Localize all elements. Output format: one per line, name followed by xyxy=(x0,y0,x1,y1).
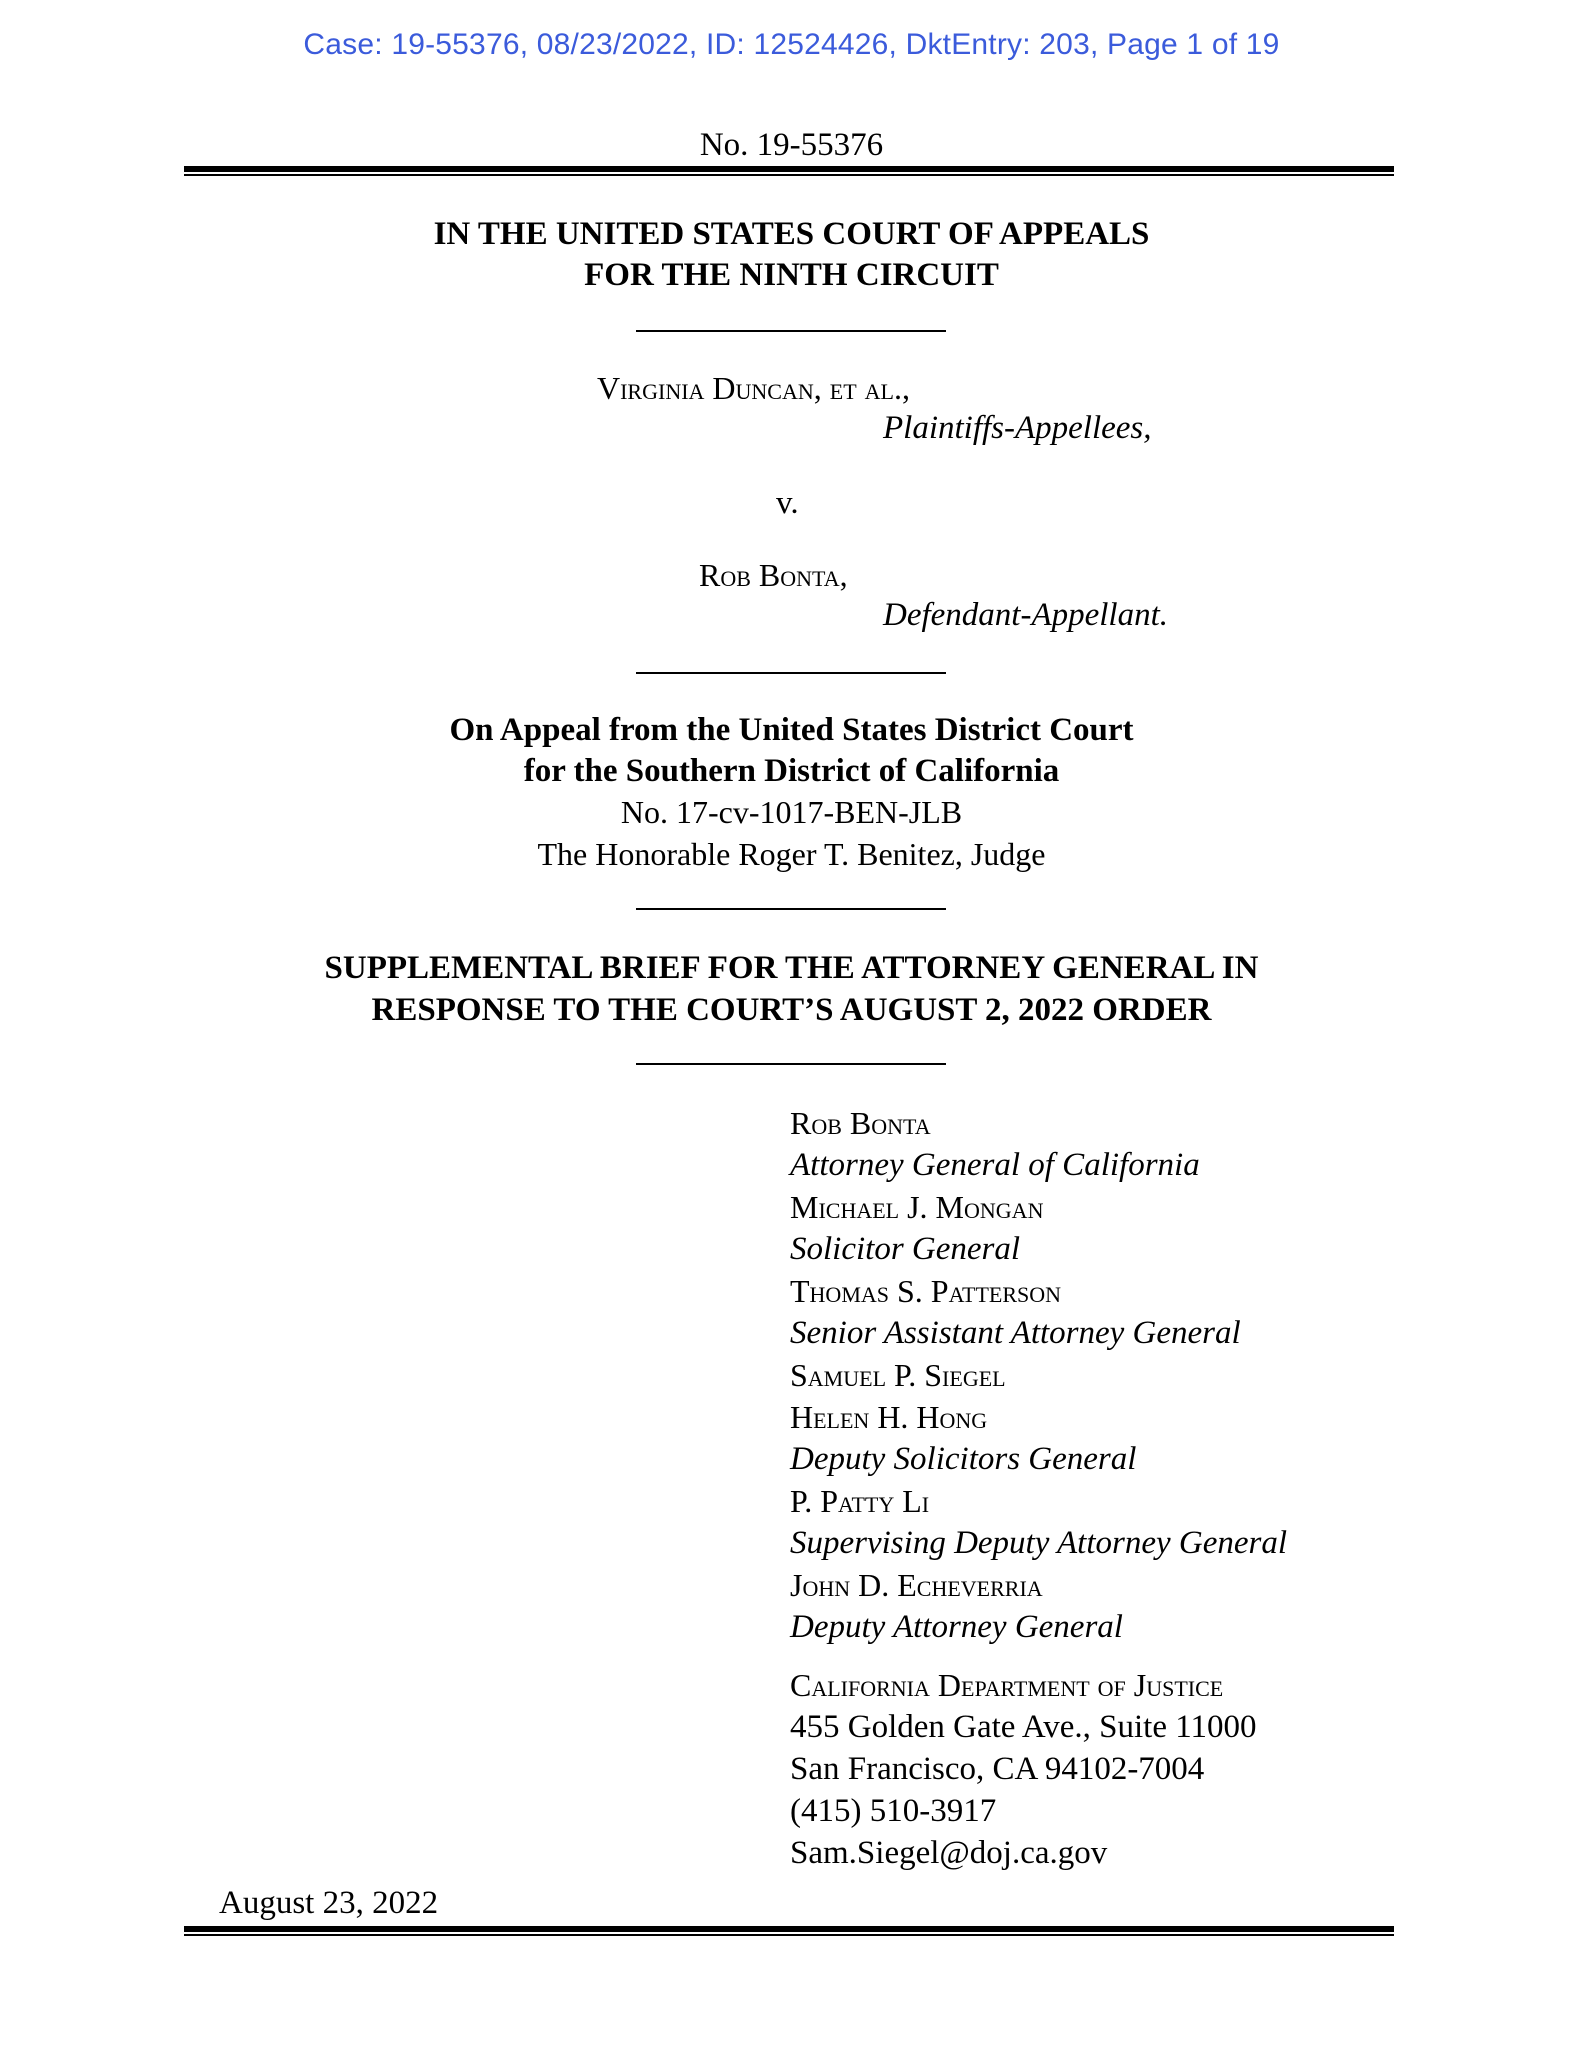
court-name-line-1: IN THE UNITED STATES COURT OF APPEALS xyxy=(433,216,1150,252)
section-divider-1 xyxy=(636,330,946,332)
filing-date: August 23, 2022 xyxy=(219,1885,439,1921)
office-line: (415) 510-3917 xyxy=(790,1793,997,1829)
top-double-rule xyxy=(184,166,1394,176)
counsel-line: Deputy Attorney General xyxy=(790,1609,1123,1645)
counsel-line: Senior Assistant Attorney General xyxy=(790,1315,1241,1351)
counsel-line: Michael J. Mongan xyxy=(790,1189,1044,1225)
counsel-line: P. Patty Li xyxy=(790,1483,930,1519)
office-line: California Department of Justice xyxy=(790,1667,1224,1703)
brief-title-line-2: RESPONSE TO THE COURT’S AUGUST 2, 2022 ORDER xyxy=(371,992,1212,1028)
bottom-double-rule xyxy=(184,1926,1394,1936)
counsel-line: Supervising Deputy Attorney General xyxy=(790,1525,1288,1561)
appeal-line-1: On Appeal from the United States District Court xyxy=(449,712,1134,748)
office-line: Sam.Siegel@doj.ca.gov xyxy=(790,1835,1108,1871)
appeal-line-2: for the Southern District of California xyxy=(523,753,1060,789)
office-line: 455 Golden Gate Ave., Suite 11000 xyxy=(790,1709,1257,1745)
case-header-stamp: Case: 19-55376, 08/23/2022, ID: 12524426, DktEntry: 203, Page 1 of 19 xyxy=(303,28,1280,61)
district-case-number: No. 17-cv-1017-BEN-JLB xyxy=(620,794,963,830)
appellant-name: Rob Bonta, xyxy=(699,557,848,593)
docket-number: No. 19-55376 xyxy=(699,127,884,163)
office-line: San Francisco, CA 94102-7004 xyxy=(790,1751,1205,1787)
counsel-line: Samuel P. Siegel xyxy=(790,1357,1006,1393)
counsel-block xyxy=(790,1102,1287,1648)
counsel-line: Attorney General of California xyxy=(790,1147,1200,1183)
section-divider-3 xyxy=(636,908,946,910)
counsel-line: Deputy Solicitors General xyxy=(790,1441,1137,1477)
appellees-name: Virginia Duncan, et al., xyxy=(597,370,910,406)
appellees-role: Plaintiffs-Appellees, xyxy=(883,410,1152,446)
counsel-line: Rob Bonta xyxy=(790,1105,931,1141)
counsel-line: Thomas S. Patterson xyxy=(790,1273,1062,1309)
district-judge: The Honorable Roger T. Benitez, Judge xyxy=(537,836,1046,872)
counsel-line: Solicitor General xyxy=(790,1231,1021,1267)
court-name-line-2: FOR THE NINTH CIRCUIT xyxy=(584,257,999,293)
brief-title-line-1: SUPPLEMENTAL BRIEF FOR THE ATTORNEY GENERAL IN xyxy=(324,950,1259,986)
office-block xyxy=(790,1664,1257,1874)
counsel-line: Helen H. Hong xyxy=(790,1399,988,1435)
versus: v. xyxy=(776,485,799,521)
section-divider-2 xyxy=(636,672,946,674)
appellant-role: Defendant-Appellant. xyxy=(883,597,1169,633)
section-divider-4 xyxy=(636,1063,946,1065)
counsel-line: John D. Echeverria xyxy=(790,1567,1043,1603)
